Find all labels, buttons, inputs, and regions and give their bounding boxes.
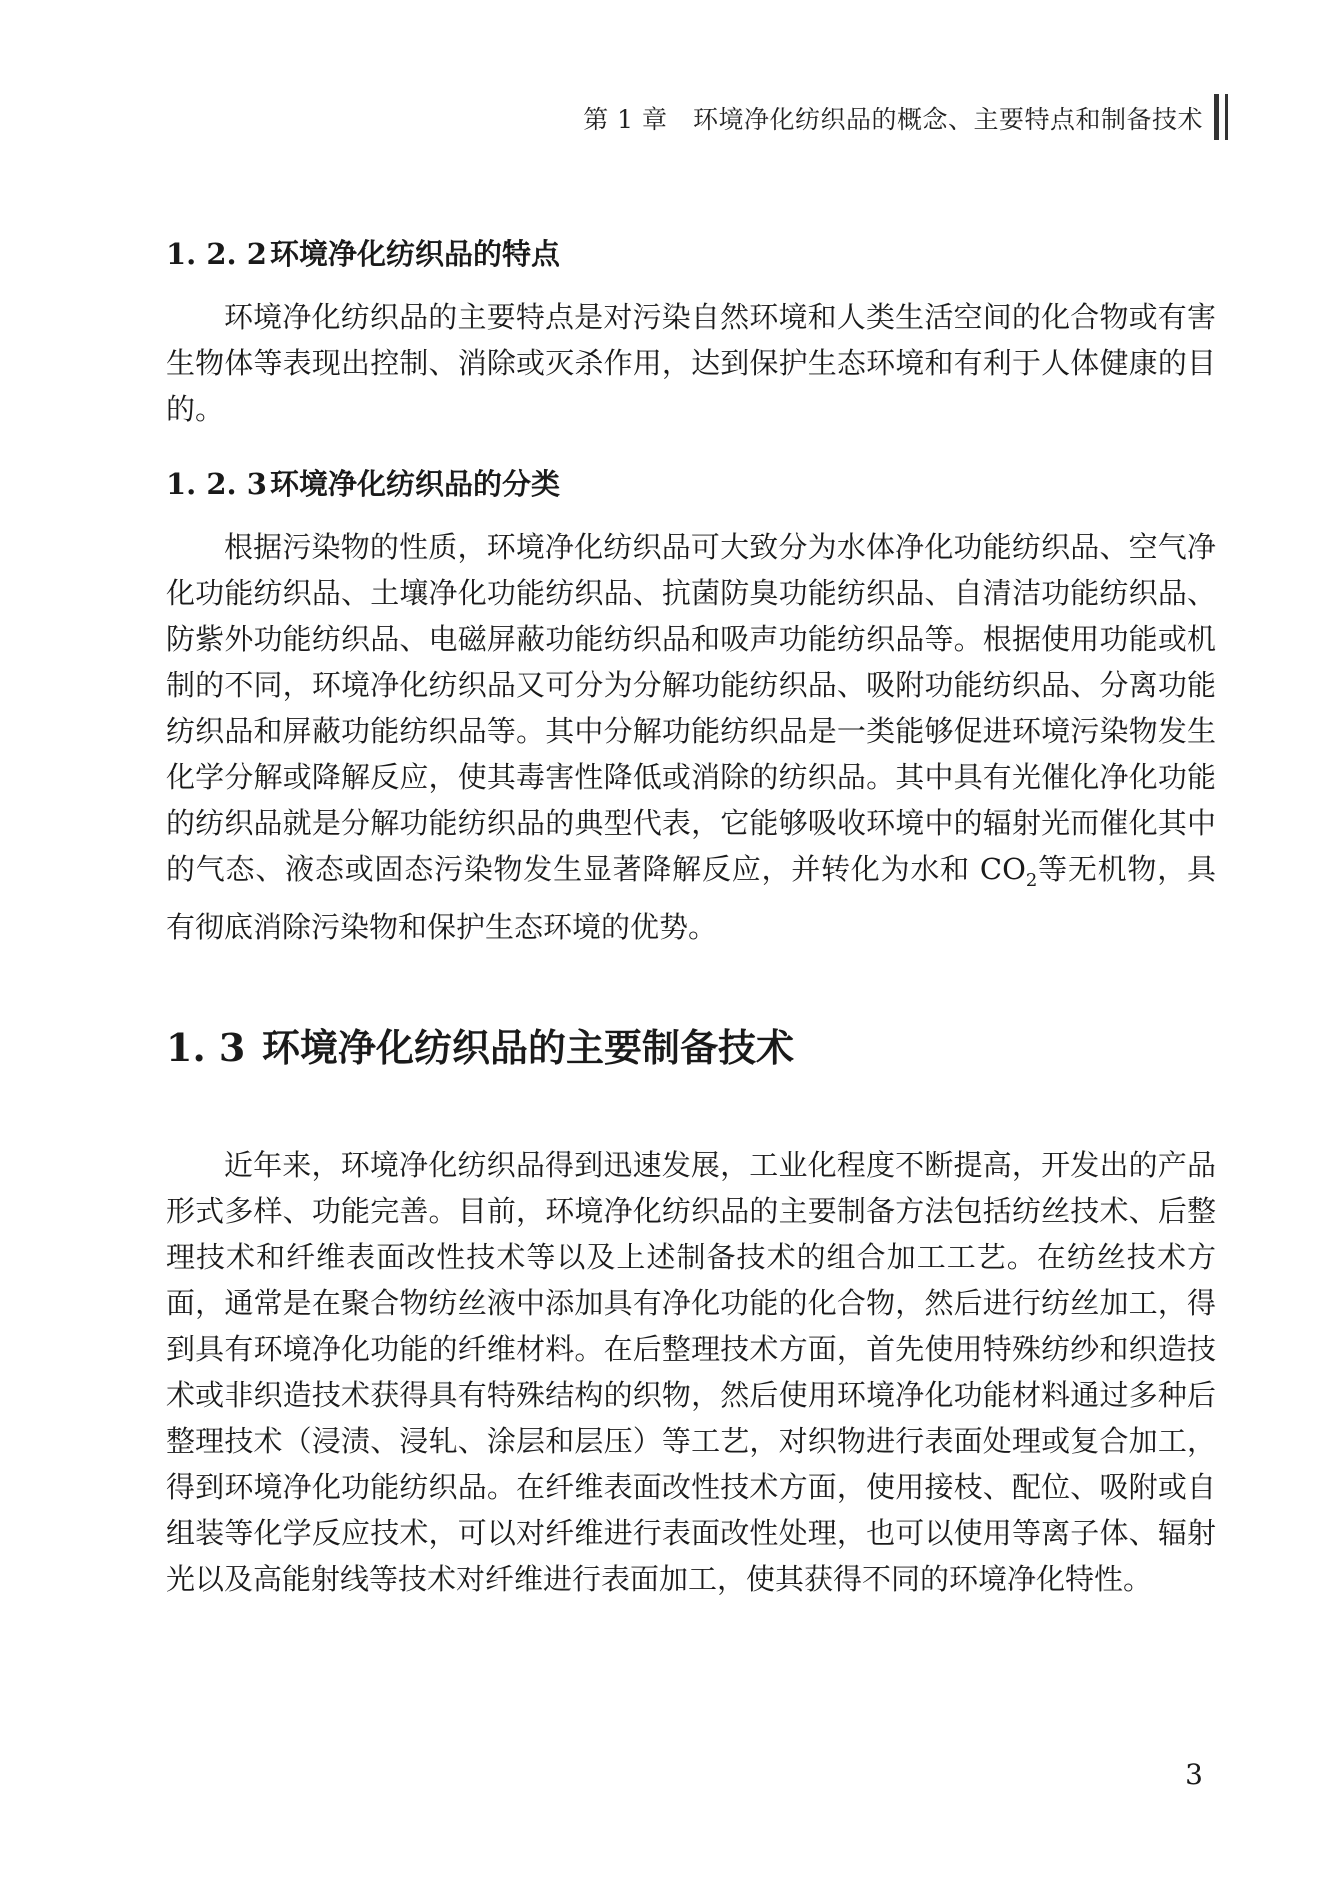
header-rule-thick <box>1214 94 1219 140</box>
subsection-heading-1-2-3 <box>166 458 1216 510</box>
co2-subscript: 2 <box>1025 869 1038 891</box>
running-header: 第 1 章 环境净化纺织品的概念、主要特点和制备技术 <box>583 105 1203 134</box>
section-title: 环境净化纺织品的主要制备技术 <box>262 1024 795 1070</box>
section-heading-1-3 <box>166 1018 1216 1078</box>
paragraph-preparation-techniques: 近年来，环境净化纺织品得到迅速发展，工业化程度不断提高，开发出的产品形式多样、功能完善。目前，环境净化纺织品的主要制备方法包括纺丝技术、后整理技术和纤维表面改性技术等以及上述制备技术的组合加工工艺。在纺丝技术方面，通常是在聚合物纺丝液中添加具有净化功能的化合物，然后进行纺丝加工，得到具有环境净化功能的纤维材料。在后整理技术方面，首先使用特殊纺纱和织造技术或非织造技术获得具有特殊结构的织物，然后使用环境净化功能材料通过多种后整理技术（浸渍、浸轧、涂层和层压）等工艺，对织物进行表面处理或复合加工，得到环境净化功能纺织品。在纤维表面改性技术方面，使用接枝、配位、吸附或自组装等化学反应技术，可以对纤维进行表面改性处理，也可以使用等离子体、辐射光以及高能射线等技术对纤维进行表面加工，使其获得不同的环境净化特性。 <box>166 1147 1216 1596</box>
header-rule-thin <box>1225 94 1228 140</box>
subsection-number: 1. 2. 2 <box>166 237 267 271</box>
subsection-title: 环境净化纺织品的分类 <box>270 467 561 501</box>
co2-base: CO <box>979 852 1026 886</box>
subsection-title: 环境净化纺织品的特点 <box>270 237 561 271</box>
co2-formula <box>979 852 1038 891</box>
paragraph-characteristics: 环境净化纺织品的主要特点是对污染自然环境和人类生活空间的化合物或有害生物体等表现出控制、消除或灭杀作用，达到保护生态环境和有利于人体健康的目的。 <box>166 300 1216 426</box>
section-number: 1. 3 <box>166 1024 246 1070</box>
subsection-number: 1. 2. 3 <box>166 467 267 501</box>
page-content <box>166 228 1216 1602</box>
subsection-heading-1-2-2 <box>166 228 1216 280</box>
page-number: 3 <box>1185 1758 1203 1791</box>
paragraph-text-continued: 等无机物，具有彻底消除污染物和保护生态环境的优势。 <box>166 852 1216 944</box>
paragraph-classification <box>166 524 1216 950</box>
paragraph-text: 根据污染物的性质，环境净化纺织品可大致分为水体净化功能纺织品、空气净化功能纺织品、土壤净化功能纺织品、抗菌防臭功能纺织品、自清洁功能纺织品、防紫外功能纺织品、电磁屏蔽功能纺织品和吸声功能纺织品等。根据使用功能或机制的不同，环境净化纺织品又可分为分解功能纺织品、吸附功能纺织品、分离功能纺织品和屏蔽功能纺织品等。其中分解功能纺织品是一类能够促进环境污染物发生化学分解或降解反应，使其毒害性降低或消除的纺织品。其中具有光催化净化功能的纺织品就是分解功能纺织品的典型代表，它能够吸收环境中的辐射光而催化其中的气态、液态或固态污染物发生显著降解反应，并转化为水和 <box>166 530 1216 886</box>
